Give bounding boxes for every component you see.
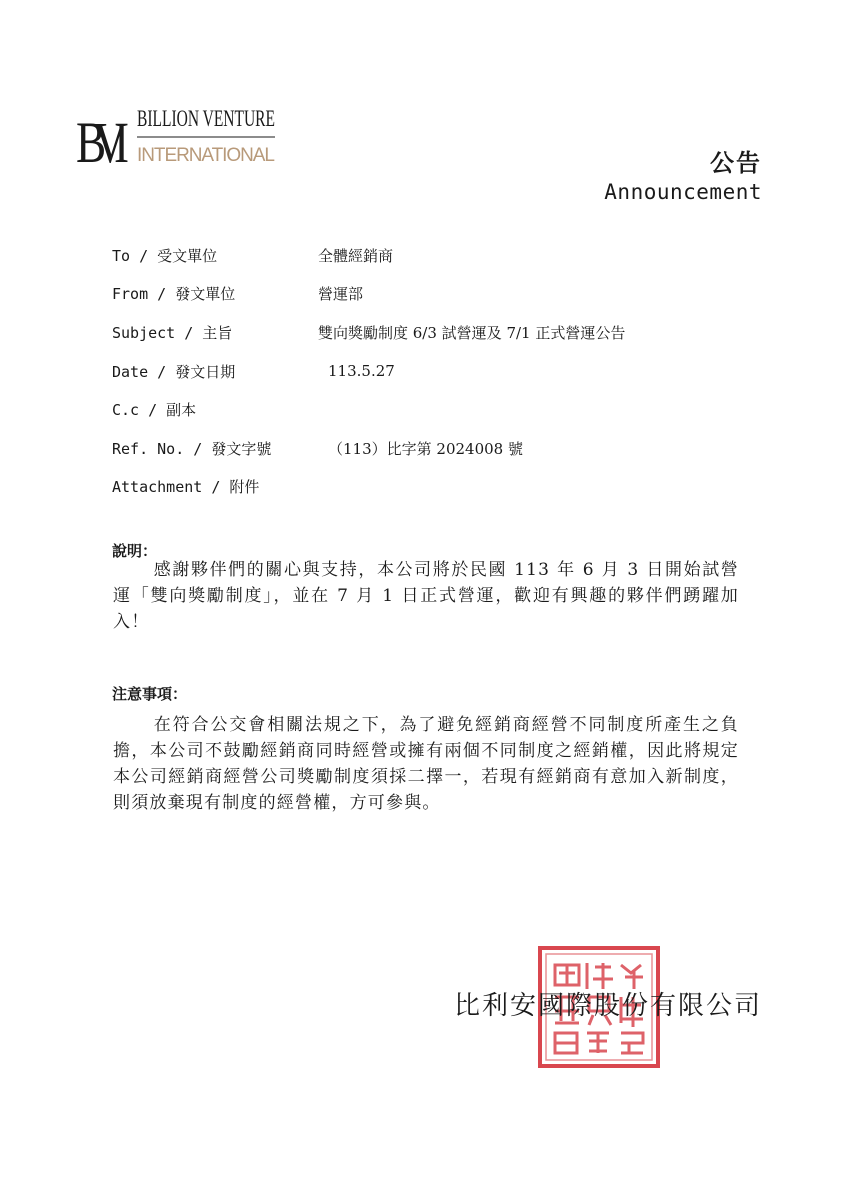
- company-signature: 比利安國際股份有限公司: [453, 991, 762, 1021]
- explanation-title: 說明：: [112, 542, 158, 560]
- field-label: From / 發文單位: [112, 285, 236, 304]
- explanation-paragraph: 感謝夥伴們的關心與支持，本公司將於民國 113 年 6 月 3 日開始試營運「雙向獎勵制度」，並在 7 月 1 日正式營運，歡迎有興趣的夥伴們踴躍加入！: [113, 560, 739, 632]
- field-value: （113）比字第 2024008 號: [328, 439, 523, 458]
- company-logo: [76, 92, 286, 176]
- field-to: [112, 236, 752, 275]
- field-value: 營運部: [318, 285, 364, 304]
- header-fields: [112, 236, 752, 506]
- field-subject: [112, 313, 752, 352]
- announcement-title-zh: 公告: [710, 148, 762, 177]
- field-value: 全體經銷商: [318, 246, 394, 265]
- announcement-title-en: Announcement: [604, 180, 762, 204]
- field-label: Attachment / 附件: [112, 478, 260, 497]
- logo-name-line2: INTERNATIONAL: [137, 145, 275, 166]
- notice-title: 注意事項：: [112, 685, 188, 703]
- field-attachment: [112, 468, 752, 507]
- field-date: [112, 352, 752, 391]
- field-value: 113.5.27: [328, 362, 395, 381]
- field-label: Ref. No. / 發文字號: [112, 439, 272, 458]
- field-label: Subject / 主旨: [112, 323, 233, 342]
- field-label: C.c / 副本: [112, 401, 197, 420]
- logo-mark: BVI: [76, 111, 130, 176]
- field-value: 雙向獎勵制度 6/3 試營運及 7/1 正式營運公告: [318, 323, 626, 342]
- field-ref-no: [112, 429, 752, 468]
- field-cc: [112, 390, 752, 429]
- field-label: Date / 發文日期: [112, 362, 236, 381]
- field-label: To / 受文單位: [112, 246, 218, 265]
- logo-name-line1: BILLION VENTURE: [137, 106, 275, 131]
- field-from: [112, 275, 752, 314]
- notice-paragraph: 在符合公交會相關法規之下，為了避免經銷商經營不同制度所產生之負擔，本公司不鼓勵經銷商同時經營或擁有兩個不同制度之經銷權，因此將規定本公司經銷商經營公司獎勵制度須採二擇一，若現有經銷商有意加入新制度，則須放棄現有制度的經營權，方可參與。: [113, 715, 739, 813]
